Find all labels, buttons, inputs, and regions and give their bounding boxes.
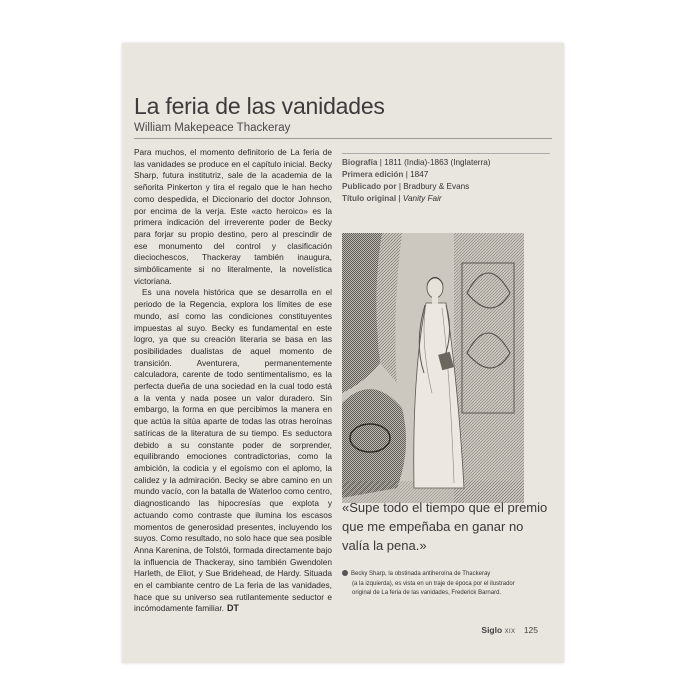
- info-publisher: Publicado por | Bradbury & Evans: [342, 182, 470, 191]
- engraving-image: [342, 233, 524, 503]
- book-page: [122, 43, 564, 663]
- info-biography: Biografía | 1811 (India)-1863 (Inglaterra): [342, 158, 491, 167]
- caption-line-2: (a la izquierda), es vista en un traje de época por el ilustrador: [352, 580, 515, 587]
- author-name: William Makepeace Thackeray: [134, 122, 291, 134]
- info-biography-value: 1811 (India)-1863 (Inglaterra): [384, 158, 491, 167]
- info-first-edition-label: Primera edición: [342, 170, 404, 179]
- caption-line-3: original de La feria de las vanidades, Frederick Barnard.: [352, 590, 502, 596]
- body-paragraph-1: Para muchos, el momento definitorio de La feria de las vanidades se produce en el capítulo inicial. Becky Sharp, futura institutriz, sale de la academia de la señorita Pinkerton y tira el regalo que le han hecho como despedida, el Diccionario del doctor Johnson, por encima de la verja. Este «acto heroico» es la primera indicación del irreverente poder de Becky para forjar su propio destino, pero al prescindir de ese monumento del control y clasificación dieciochescos, Thackeray también inaugura, simbólicamente si no literalmente, la novelística victoriana.: [134, 147, 332, 286]
- info-rule: [342, 153, 550, 154]
- info-biography-label: Biografía: [342, 158, 378, 167]
- pull-quote: «Supe todo el tiempo que el premio que me empeñaba en ganar no valía la pena.»: [342, 500, 548, 553]
- illustration-caption: [342, 570, 550, 599]
- info-original-title-label: Título original: [342, 194, 397, 203]
- page-number: 125: [523, 625, 538, 635]
- body-paragraph-2-text: Es una novela histórica que se desarrolla en el periodo de la Regencia, explora los límites de ese mundo, así como las condiciones constituyentes impuestas al suyo. Becky es fundamental en este logro, ya que su creación literaria se basa en las posibilidades dualistas de aquel momento de transición. Aventurera, permanentemente calculadora, carente de todo sentimentalismo, es la perfecta dueña de una sociedad en la cual todo está a la venta y nada posee un valor duradero. Sin embargo, la forma en que percibimos la manera en que actúa la sitúa aparte de todas las otras heroínas satíricas de la literatura de su tiempo. Es seductora debido a su constante poder de sorprender, equilibrando emociones contradictorias, como la ambición, la codicia y el egoísmo con el aplomo, la calidez y la admiración. Becky se abre camino en un mundo vacío, con la batalla de Waterloo como centro, diagnosticando las hipocresías que explota y actuando como contraste que ilumina los escasos momentos de generosidad presentes, incluyendo los suyos. Como resultado, no solo hace que sea posible Anna Karenina, de Tolstói, formada directamente bajo la influencia de Thackeray, sino también Gwendolen Harleth, de Eliot, y Sue Bridehead, de Hardy. Situada en el cambiante centro de La feria de las vanidades, hace que su universo sea rutilantemente seductor e incómodamente familiar.: [134, 287, 333, 614]
- info-publisher-label: Publicado por: [342, 182, 397, 191]
- author-initials: DT: [226, 603, 239, 614]
- info-first-edition-value: 1847: [410, 170, 429, 179]
- body-paragraph-2: [134, 287, 332, 615]
- folio-section: Siglo: [481, 625, 503, 635]
- page-folio: [481, 625, 538, 635]
- folio-century: XIX: [504, 629, 516, 635]
- page-title: La feria de las vanidades: [134, 93, 385, 119]
- info-first-edition: Primera edición | 1847: [342, 170, 429, 179]
- caption-marker-icon: [342, 570, 348, 576]
- caption-line-1: Becky Sharp, la obstinada antiheroína de Thackeray: [351, 571, 491, 577]
- illustration-becky-sharp: [342, 233, 524, 503]
- body-text: [134, 147, 332, 615]
- title-rule: [134, 138, 552, 139]
- info-original-title-value: Vanity Fair: [402, 194, 442, 203]
- info-publisher-value: Bradbury & Evans: [403, 182, 470, 191]
- info-original-title: Título original | Vanity Fair: [342, 194, 442, 203]
